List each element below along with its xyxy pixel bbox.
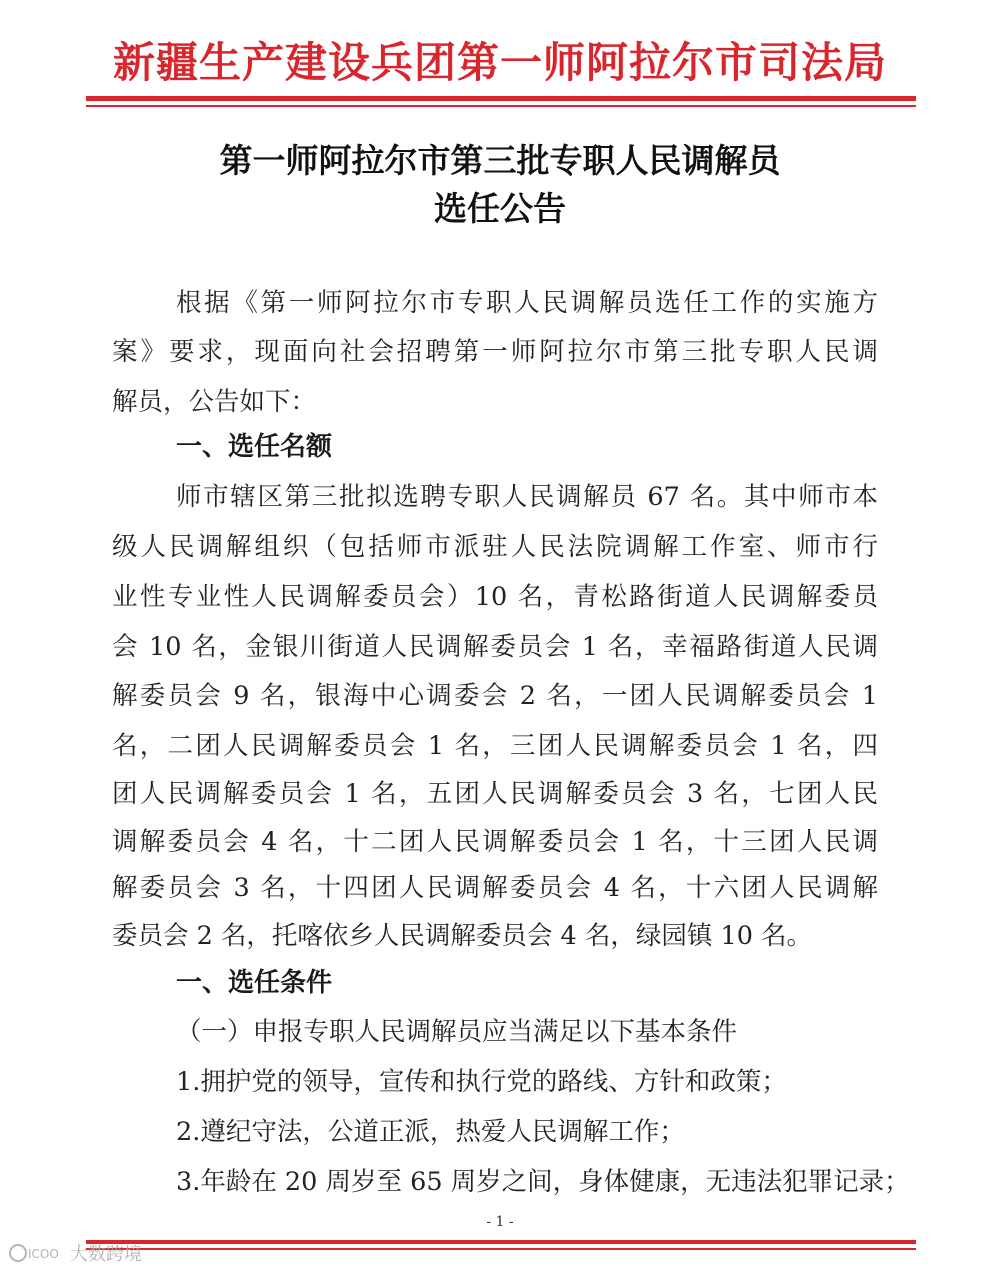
- footer-rule-thin: [86, 1248, 916, 1250]
- letterhead-title: 新疆生产建设兵团第一师阿拉尔市司法局: [112, 38, 887, 87]
- watermark-text: 大数跨境: [70, 1244, 142, 1265]
- intro-line: 解员，公告如下：: [112, 387, 317, 417]
- section1-line: 委员会 2 名，托喀依乡人民调解委员会 4 名，绿园镇 10 名。: [112, 921, 813, 951]
- intro-line: 案》要求，现面向社会招聘第一师阿拉尔市第三批专职人民调: [112, 337, 878, 367]
- section1-line: 级人民调解组织（包括师市派驻人民法院调解工作室、师市行: [112, 532, 878, 562]
- condition-item: 1.拥护党的领导，宣传和执行党的路线、方针和政策；: [176, 1067, 787, 1097]
- section2-heading: 一、选任条件: [176, 968, 333, 998]
- watermark-logo-icon: [8, 1242, 64, 1264]
- section1-line: 团人民调解委员会 1 名，五团人民调解委员会 3 名，七团人民: [112, 779, 878, 809]
- section1-line: 师市辖区第三批拟选聘专职人民调解员 67 名。其中师市本: [176, 482, 878, 512]
- condition-item: 3.年龄在 20 周岁至 65 周岁之间，身体健康，无违法犯罪记录；: [176, 1167, 910, 1197]
- section1-line: 解委员会 3 名，十四团人民调解委员会 4 名，十六团人民调解: [112, 873, 878, 903]
- page-number: - 1 -: [486, 1214, 514, 1230]
- section1-line: 会 10 名，金银川街道人民调解委员会 1 名，幸福路街道人民调: [112, 632, 878, 662]
- intro-line: 根据《第一师阿拉尔市专职人民调解员选任工作的实施方: [176, 288, 878, 318]
- svg-text:ICOO: ICOO: [28, 1247, 59, 1261]
- document-title-line2: 选任公告: [434, 189, 566, 228]
- condition-item: 2.遵纪守法，公道正派，热爱人民调解工作；: [176, 1117, 685, 1147]
- letterhead-rule-thick: [86, 96, 916, 101]
- section1-line: 调解委员会 4 名，十二团人民调解委员会 1 名，十三团人民调: [112, 827, 878, 857]
- section1-line: 业性专业性人民调解委员会）10 名，青松路街道人民调解委员: [112, 582, 878, 612]
- letterhead-rule-thin: [86, 105, 916, 107]
- section1-line: 解委员会 9 名，银海中心调委会 2 名，一团人民调解委员会 1: [112, 681, 878, 711]
- watermark: [8, 1240, 142, 1266]
- section2-subheading: （一）申报专职人民调解员应当满足以下基本条件: [176, 1017, 738, 1047]
- document-title-line1: 第一师阿拉尔市第三批专职人民调解员: [219, 141, 781, 180]
- section1-line: 名，二团人民调解委员会 1 名，三团人民调解委员会 1 名，四: [112, 731, 878, 761]
- section1-heading: 一、选任名额: [176, 432, 333, 462]
- footer-rule-thick: [86, 1240, 916, 1244]
